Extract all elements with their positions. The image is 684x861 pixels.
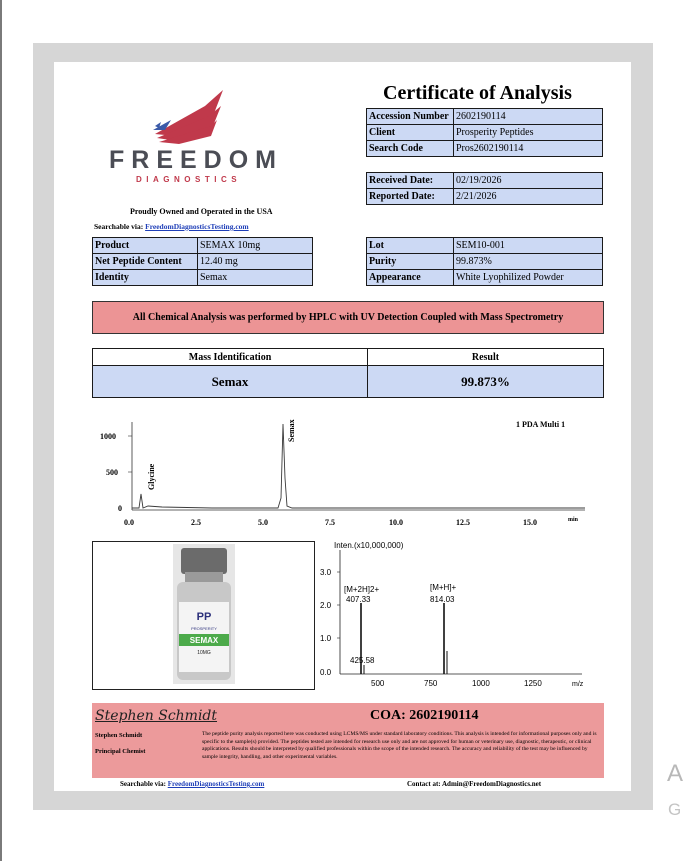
table-row	[367, 109, 603, 125]
detector-label: 1 PDA Multi 1	[516, 420, 566, 429]
ms-y-axis-label: Inten.(x10,000,000)	[334, 541, 404, 550]
field-value: 2602190114	[454, 109, 603, 125]
field-label: Product	[93, 238, 198, 254]
product-photo	[92, 541, 315, 690]
footer-searchable	[120, 780, 264, 788]
peak-value-label: 407.33	[346, 595, 371, 604]
field-label: Received Date:	[367, 173, 454, 189]
searchable-label: Searchable via:	[94, 222, 144, 231]
field-label: Reported Date:	[367, 189, 454, 205]
mass-identity: Semax	[93, 366, 368, 398]
vial-product: SEMAX	[189, 636, 219, 645]
chromatogram-trace	[132, 424, 585, 508]
y-tick-label: 1000	[100, 432, 116, 441]
x-tick-label: 5.0	[258, 518, 268, 527]
peak-value-label: 425.58	[350, 656, 375, 665]
signer-name: Stephen Schmidt	[95, 732, 143, 739]
ms-x-tick-label: 500	[371, 679, 385, 688]
ms-y-tick-label: 2.0	[320, 601, 332, 610]
ion-label: [M+2H]2+	[344, 585, 380, 594]
lot-table	[366, 237, 603, 286]
ms-y-tick-label: 0.0	[320, 668, 332, 677]
vial-brand-name: PROSPERITY	[191, 626, 217, 631]
table-row	[367, 141, 603, 157]
footer-link[interactable]: FreedomDiagnosticsTesting.com	[167, 780, 265, 788]
side-text-a: A	[667, 760, 684, 787]
y-tick-label: 500	[106, 468, 118, 477]
dates-table	[366, 172, 603, 205]
ms-x-tick-label: 1250	[524, 679, 542, 688]
searchable-link[interactable]: FreedomDiagnosticsTesting.com	[145, 222, 249, 231]
ms-y-tick-label: 1.0	[320, 634, 332, 643]
field-value: SEM10-001	[454, 238, 603, 254]
ms-x-axis-unit: m/z	[572, 681, 584, 688]
field-label: Lot	[367, 238, 454, 254]
peak-label-glycine: Glycine	[147, 463, 156, 490]
ms-y-tick-label: 3.0	[320, 568, 332, 577]
table-row	[367, 238, 603, 254]
mass-result-table	[92, 348, 604, 398]
x-axis-unit: min	[568, 517, 579, 523]
certificate-title: Certificate of Analysis	[383, 82, 572, 104]
table-row	[93, 254, 313, 270]
owned-tagline: Proudly Owned and Operated in the USA	[130, 207, 273, 216]
vial-image	[93, 542, 314, 689]
ms-x-tick-label: 1000	[472, 679, 490, 688]
field-value: 12.40 mg	[198, 254, 313, 270]
field-label: Client	[367, 125, 454, 141]
signer-title: Principal Chemist	[95, 748, 146, 755]
brand-subtitle: DIAGNOSTICS	[136, 175, 242, 184]
field-label: Accession Number	[367, 109, 454, 125]
field-label: Net Peptide Content	[93, 254, 198, 270]
column-header-result: Result	[368, 349, 604, 366]
window-left-border	[0, 0, 2, 861]
x-tick-label: 12.5	[456, 518, 470, 527]
table-row	[367, 125, 603, 141]
field-label: Appearance	[367, 270, 454, 286]
table-row	[367, 254, 603, 270]
disclaimer-text: The peptide purity analysis reported here was conducted using LCMS/MS under standard laboratory conditions. This analysis is intended for informational purposes only and is specific to the sample(s) provided. The peptides tested are intended for research use only and are not approved for human or veterinary use, diagnostic, therapeutic, or clinical applications. Results should be interpreted by qualified professionals within the scope of the intended research. The accuracy and reliability of the test may be influenced by sample integrity, handling, and other experimental variables.	[202, 731, 597, 760]
x-tick-label: 15.0	[523, 518, 537, 527]
side-text-g: G	[668, 800, 682, 819]
signature: Stephen Schmidt	[95, 708, 218, 724]
vial-brand-letters: PP	[196, 611, 212, 623]
mass-spectrum	[320, 537, 585, 692]
ms-x-tick-label: 750	[424, 679, 438, 688]
table-row	[93, 270, 313, 286]
footer-contact: Contact at: Admin@FreedomDiagnostics.net	[407, 780, 542, 788]
peak-value-label: 814.03	[430, 595, 455, 604]
field-value: Prosperity Peptides	[454, 125, 603, 141]
field-value: Semax	[198, 270, 313, 286]
y-tick-label: 0	[118, 504, 122, 513]
column-header-mass: Mass Identification	[93, 349, 368, 366]
table-row	[367, 270, 603, 286]
field-label: Identity	[93, 270, 198, 286]
field-label: Search Code	[367, 141, 454, 157]
field-value: 99.873%	[454, 254, 603, 270]
x-tick-label: 10.0	[389, 518, 403, 527]
table-row	[367, 189, 603, 205]
field-value: White Lyophilized Powder	[454, 270, 603, 286]
table-row	[367, 173, 603, 189]
field-value: Pros2602190114	[454, 141, 603, 157]
vial-dose: 10MG	[197, 650, 211, 656]
table-header-row	[93, 349, 604, 366]
field-value: 02/19/2026	[454, 173, 603, 189]
mass-result: 99.873%	[368, 366, 604, 398]
footer-search-label: Searchable via:	[120, 780, 166, 788]
x-tick-label: 7.5	[325, 518, 335, 527]
method-banner: All Chemical Analysis was performed by HPLC with UV Detection Coupled with Mass Spectrometry	[92, 301, 604, 334]
peak-label-semax: Semax	[287, 419, 296, 442]
x-tick-label: 0.0	[124, 518, 134, 527]
field-value: SEMAX 10mg	[198, 238, 313, 254]
coa-number: COA: 2602190114	[370, 708, 479, 723]
hplc-chromatogram	[92, 418, 592, 528]
brand-name: FREEDOM	[109, 146, 283, 174]
accession-table	[366, 108, 603, 157]
table-row	[93, 366, 604, 398]
searchable-line	[94, 222, 249, 231]
x-tick-label: 2.5	[191, 518, 201, 527]
field-value: 2/21/2026	[454, 189, 603, 205]
ion-label: [M+H]+	[430, 583, 457, 592]
product-table	[92, 237, 313, 286]
table-row	[93, 238, 313, 254]
field-label: Purity	[367, 254, 454, 270]
